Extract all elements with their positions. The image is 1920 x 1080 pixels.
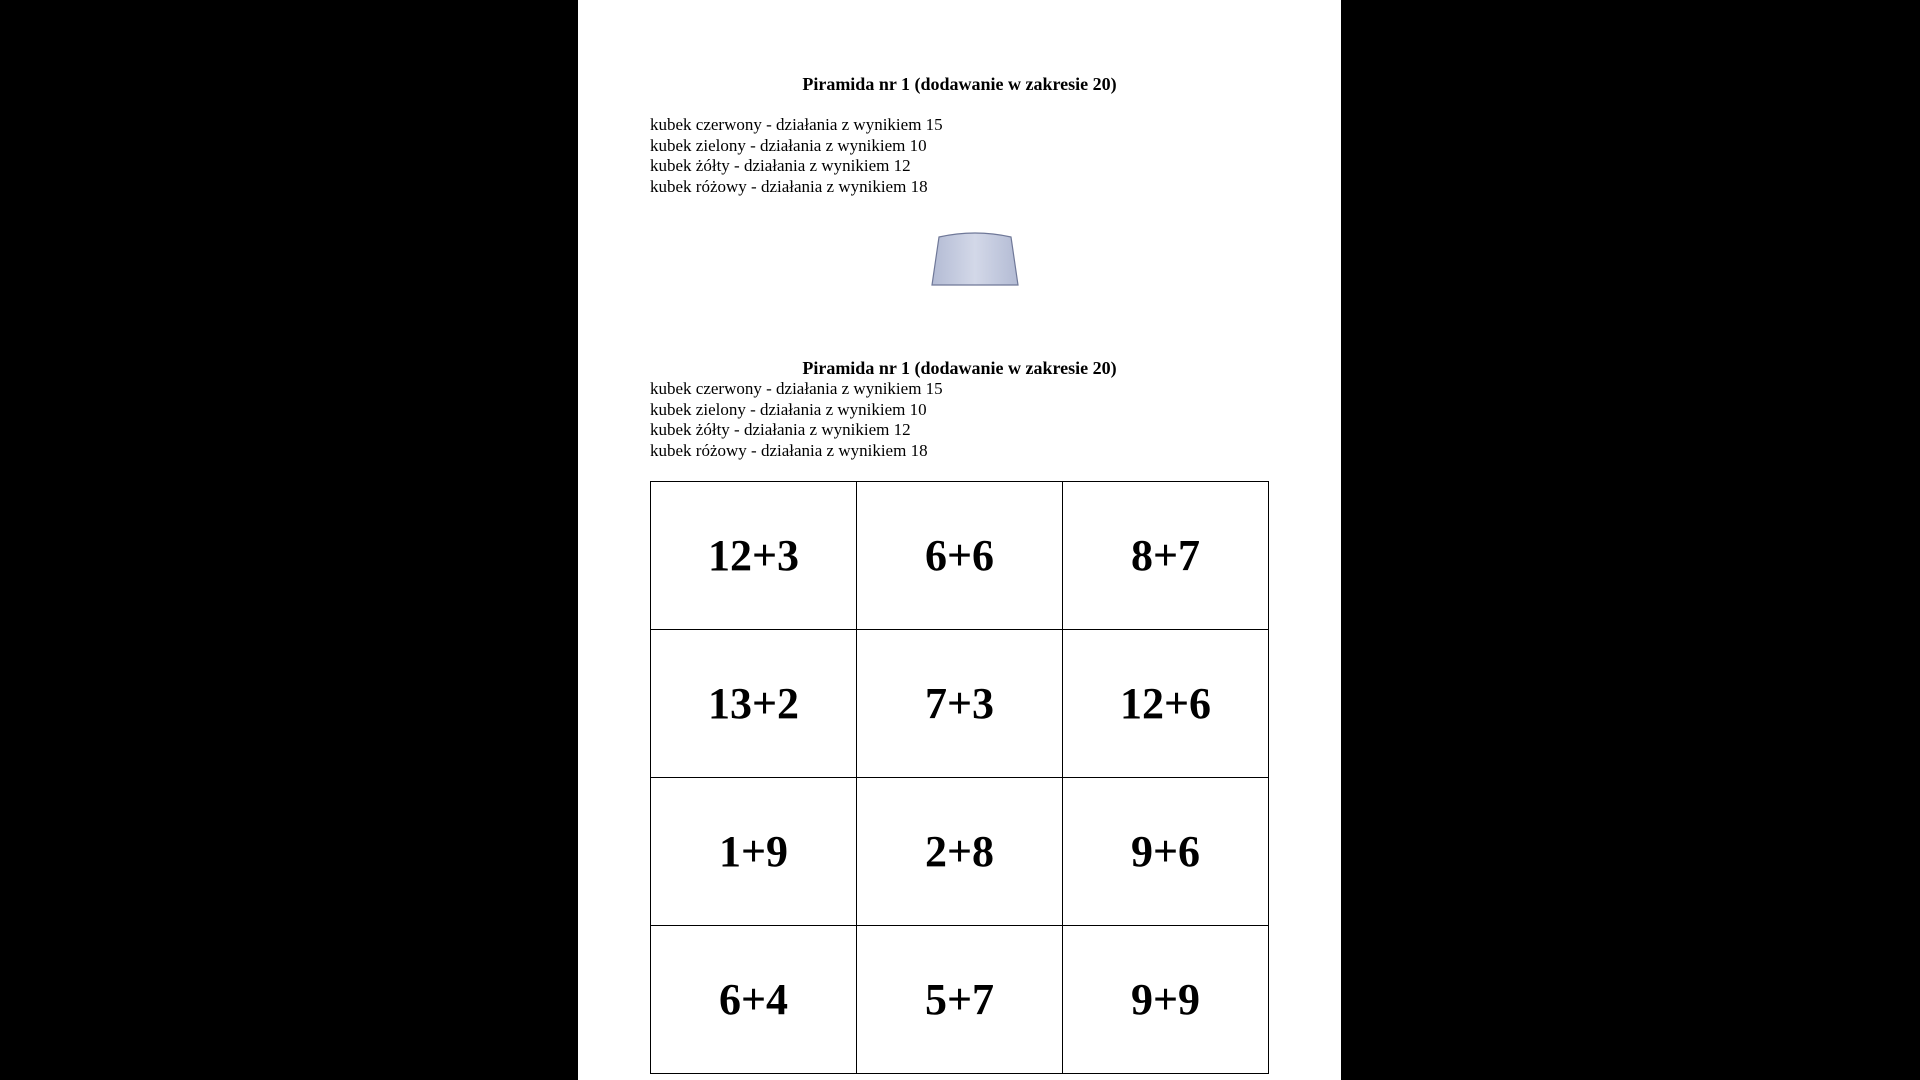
equation-card: 13+2 [651,630,857,778]
card-row [651,482,1269,630]
legend-item-pink: kubek różowy - działania z wynikiem 18 [650,176,928,196]
equation-card: 12+3 [651,482,857,630]
equation-card-grid [650,481,1269,1074]
equation-card: 2+8 [857,778,1063,926]
color-legend [650,115,943,197]
equation-card: 5+7 [857,926,1063,1074]
equation-card: 6+6 [857,482,1063,630]
legend-item-yellow: kubek żółty - działania z wynikiem 12 [650,156,911,175]
card-row [651,778,1269,926]
equation-card: 12+6 [1063,630,1269,778]
cup-icon [930,230,1020,286]
legend-item-green: kubek zielony - działania z wynikiem 10 [650,135,927,155]
card-row [651,926,1269,1074]
color-legend [650,379,943,461]
legend-item-green: kubek zielony - działania z wynikiem 10 [650,399,927,419]
equation-card: 1+9 [651,778,857,926]
card-row [651,630,1269,778]
equation-card: 6+4 [651,926,857,1074]
equation-card: 9+9 [1063,926,1269,1074]
legend-item-pink: kubek różowy - działania z wynikiem 18 [650,440,928,460]
document-page [578,0,1341,1080]
legend-item-yellow: kubek żółty - działania z wynikiem 12 [650,420,911,439]
equation-card: 7+3 [857,630,1063,778]
equation-card: 9+6 [1063,778,1269,926]
section-title: Piramida nr 1 (dodawanie w zakresie 20) [802,358,1117,378]
section-title: Piramida nr 1 (dodawanie w zakresie 20) [802,74,1117,94]
equation-card: 8+7 [1063,482,1269,630]
legend-item-red: kubek czerwony - działania z wynikiem 15 [650,379,943,398]
legend-item-red: kubek czerwony - działania z wynikiem 15 [650,115,943,134]
